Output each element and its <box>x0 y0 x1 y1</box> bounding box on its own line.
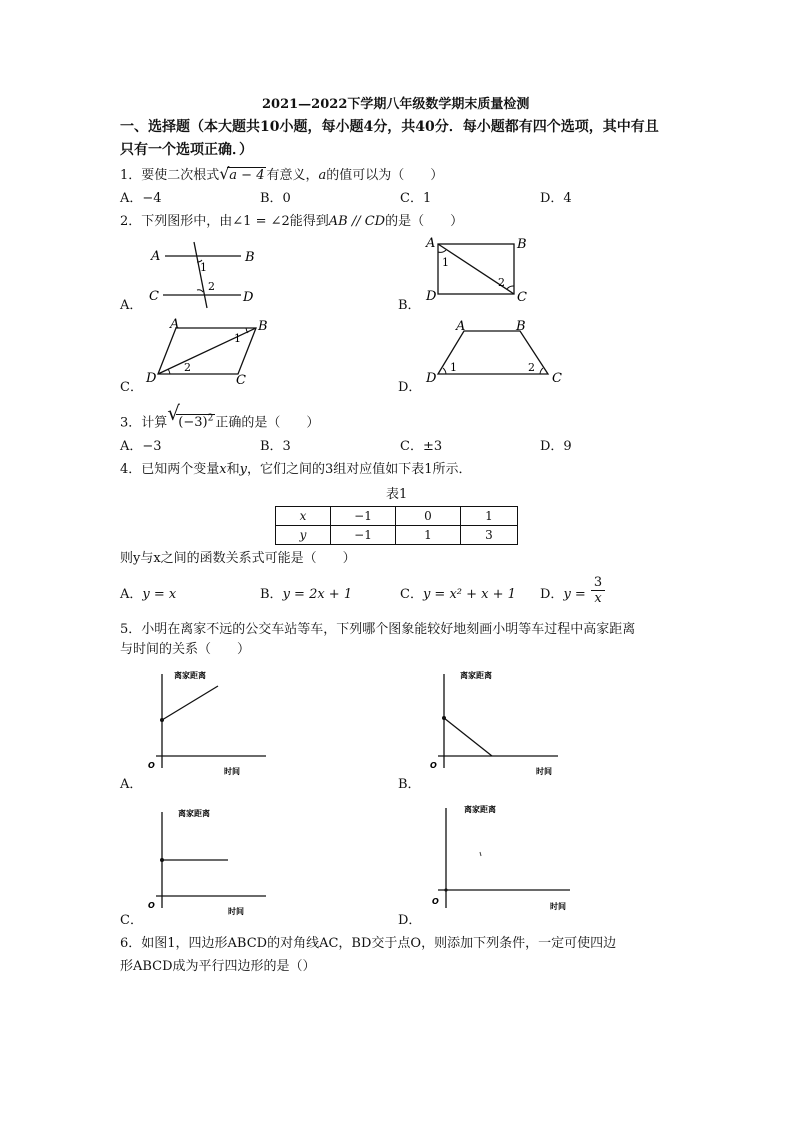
table-row <box>276 526 518 545</box>
q4-post: ，它们之间的3组对应值如下表1所示． <box>247 462 472 477</box>
q2-expr: AB // CD <box>328 214 386 229</box>
q3-option-a: A．−3 <box>120 439 162 454</box>
q3-sqrt: √ $(-3)^2$ <box>167 401 214 431</box>
q5-line2: 与时间的关系（ ） <box>120 642 251 657</box>
q3-post: 正确的是（ ） <box>215 415 320 431</box>
fraction-numerator: 3 <box>591 575 605 591</box>
graph-c-y-label: 离家距离 <box>178 809 210 818</box>
graph-b-origin: O <box>430 761 437 770</box>
q1-post2: 的值可以为（ ） <box>326 168 444 183</box>
table-head-x: x <box>276 507 331 526</box>
q4-option-d <box>540 586 586 604</box>
fig-d-label-d: D <box>426 371 437 386</box>
page-title: 2021—2022下学期八年级数学期末质量检测 <box>262 97 530 112</box>
fig-c-label-a: A <box>170 317 180 332</box>
q3-stem <box>120 401 320 432</box>
q2-stem <box>120 213 463 231</box>
section-heading-line1: 一、选择题（本大题共10小题，每小题4分，共40分．每小题都有四个选项，其中有且 <box>120 119 659 135</box>
q4-value-table <box>275 506 518 545</box>
q2-label-b: B． <box>398 298 421 313</box>
table-cell: 3 <box>461 526 518 545</box>
fig-b-label-b: B <box>517 237 527 252</box>
q3-expr: (−3) <box>178 415 208 431</box>
fig-d-label-b: B <box>516 319 526 334</box>
fig-d-label-a: A <box>456 319 466 334</box>
table-row <box>276 507 518 526</box>
fraction-denominator: x <box>594 591 602 606</box>
q4-option-b <box>260 586 352 604</box>
fig-c-label-b: B <box>258 319 268 334</box>
table-cell: 1 <box>396 526 461 545</box>
q4-stem <box>120 461 472 479</box>
q1-option-d: D．4 <box>540 191 572 206</box>
q4-y: y <box>239 462 247 477</box>
graph-d-x-label: 时间 <box>550 902 566 911</box>
graph-c-origin: O <box>148 901 155 910</box>
graph-b-x-label: 时间 <box>536 767 552 776</box>
fig-a-label-a: A <box>151 249 161 264</box>
q4-option-b-expr: y = 2x + 1 <box>282 587 353 602</box>
q4-table-caption: 表1 <box>386 487 408 502</box>
fig-c-label-d: D <box>146 371 157 386</box>
graph-a-y-label: 离家距离 <box>174 671 206 680</box>
graph-a-x-label: 时间 <box>224 767 240 776</box>
q3-option-b: B．3 <box>260 439 291 454</box>
table-cell: −1 <box>331 526 396 545</box>
table-cell: 0 <box>396 507 461 526</box>
q4-option-b-label: B． <box>260 587 283 602</box>
fig-d-label-c: C <box>552 371 562 386</box>
q5-label-d: D． <box>398 913 422 928</box>
q1-option-a: A．−4 <box>120 191 162 206</box>
q1-pre: 1．要使二次根式 <box>120 168 220 183</box>
graph-d-origin: O <box>432 897 439 906</box>
fig-c-label-c: C <box>236 373 246 386</box>
fig-b-angle-2: 2 <box>498 276 505 289</box>
q5-graph-d <box>426 798 576 916</box>
q6-line2: 形ABCD成为平行四边形的是（） <box>120 959 316 974</box>
fig-d-angle-1: 1 <box>450 361 457 374</box>
q2-figure-a <box>145 238 270 310</box>
graph-b-y-label: 离家距离 <box>460 671 492 680</box>
q5-graph-c <box>144 804 274 916</box>
q4-x: x <box>219 462 227 477</box>
q5-line1: 5．小明在离家不远的公交车站等车，下列哪个图象能较好地刻画小明等车过程中高家距离 <box>120 622 636 637</box>
q2-figure-c <box>142 316 272 386</box>
fig-a-label-d: D <box>243 290 254 305</box>
q4-option-a <box>120 586 176 604</box>
fig-b-label-a: A <box>426 236 436 251</box>
q2-label-d: D． <box>398 380 422 395</box>
q4-option-d-fraction <box>591 575 605 606</box>
fig-a-label-c: C <box>149 289 159 304</box>
fig-a-label-b: B <box>245 250 255 265</box>
q2-post: 的是（ ） <box>385 214 464 229</box>
q1-option-c: C．1 <box>400 191 432 206</box>
graph-d-y-label: 离家距离 <box>464 805 496 814</box>
q4-option-c <box>400 586 516 604</box>
q4-and: 和 <box>226 462 240 477</box>
q2-figure-b <box>422 234 534 306</box>
q3-option-c: C．±3 <box>400 439 443 454</box>
fig-b-angle-1: 1 <box>442 256 449 269</box>
q5-label-a: A． <box>120 777 143 792</box>
fig-a-angle-1: 1 <box>200 261 207 274</box>
q4-question: 则y与x之间的函数关系式可能是（ ） <box>120 551 356 566</box>
q1-stem <box>120 164 444 185</box>
q4-pre: 4．已知两个变量 <box>120 462 220 477</box>
table-head-y: y <box>276 526 331 545</box>
q2-figure-d <box>424 316 566 386</box>
q3-pre: 3．计算 <box>120 415 168 431</box>
section-heading-line2: 只有一个选项正确．） <box>120 142 253 158</box>
fig-a-angle-2: 2 <box>208 280 215 293</box>
q1-post: 有意义， <box>266 168 319 183</box>
q1-radicand: a − 4 <box>229 168 265 183</box>
q2-label-a: A． <box>120 298 143 313</box>
q4-option-c-expr: y = x² + x + 1 <box>422 587 516 602</box>
fig-c-angle-1: 1 <box>234 332 241 345</box>
q5-graph-a <box>144 664 274 776</box>
q5-graph-b <box>426 664 566 776</box>
graph-a-origin: O <box>148 761 155 770</box>
q4-option-c-label: C． <box>400 587 423 602</box>
q2-pre: 2．下列图形中，由∠1 = ∠2能得到 <box>120 214 329 229</box>
q5-label-b: B． <box>398 777 421 792</box>
q4-option-a-expr: y = x <box>142 587 177 602</box>
table-cell: 1 <box>461 507 518 526</box>
fig-c-angle-2: 2 <box>184 361 191 374</box>
q1-sqrt: √ a − 4 <box>219 164 265 183</box>
q3-option-d: D．9 <box>540 439 572 454</box>
q2-label-c: C． <box>120 380 143 395</box>
q5-label-c: C． <box>120 913 143 928</box>
q4-option-a-label: A． <box>120 587 143 602</box>
q1-option-b: B．0 <box>260 191 291 206</box>
table-cell: −1 <box>331 507 396 526</box>
q6-line1: 6．如图1，四边形ABCD的对角线AC，BD交于点O，则添加下列条件，一定可使四边 <box>120 936 617 951</box>
q4-option-d-label: D． <box>540 587 564 602</box>
fig-d-angle-2: 2 <box>528 361 535 374</box>
fig-b-label-c: C <box>517 290 527 305</box>
fig-b-label-d: D <box>426 289 437 304</box>
graph-c-x-label: 时间 <box>228 907 244 916</box>
q4-option-d-expr: y = <box>563 587 586 602</box>
q1-var: a <box>318 168 327 183</box>
q3-exp: 2 <box>207 414 214 424</box>
